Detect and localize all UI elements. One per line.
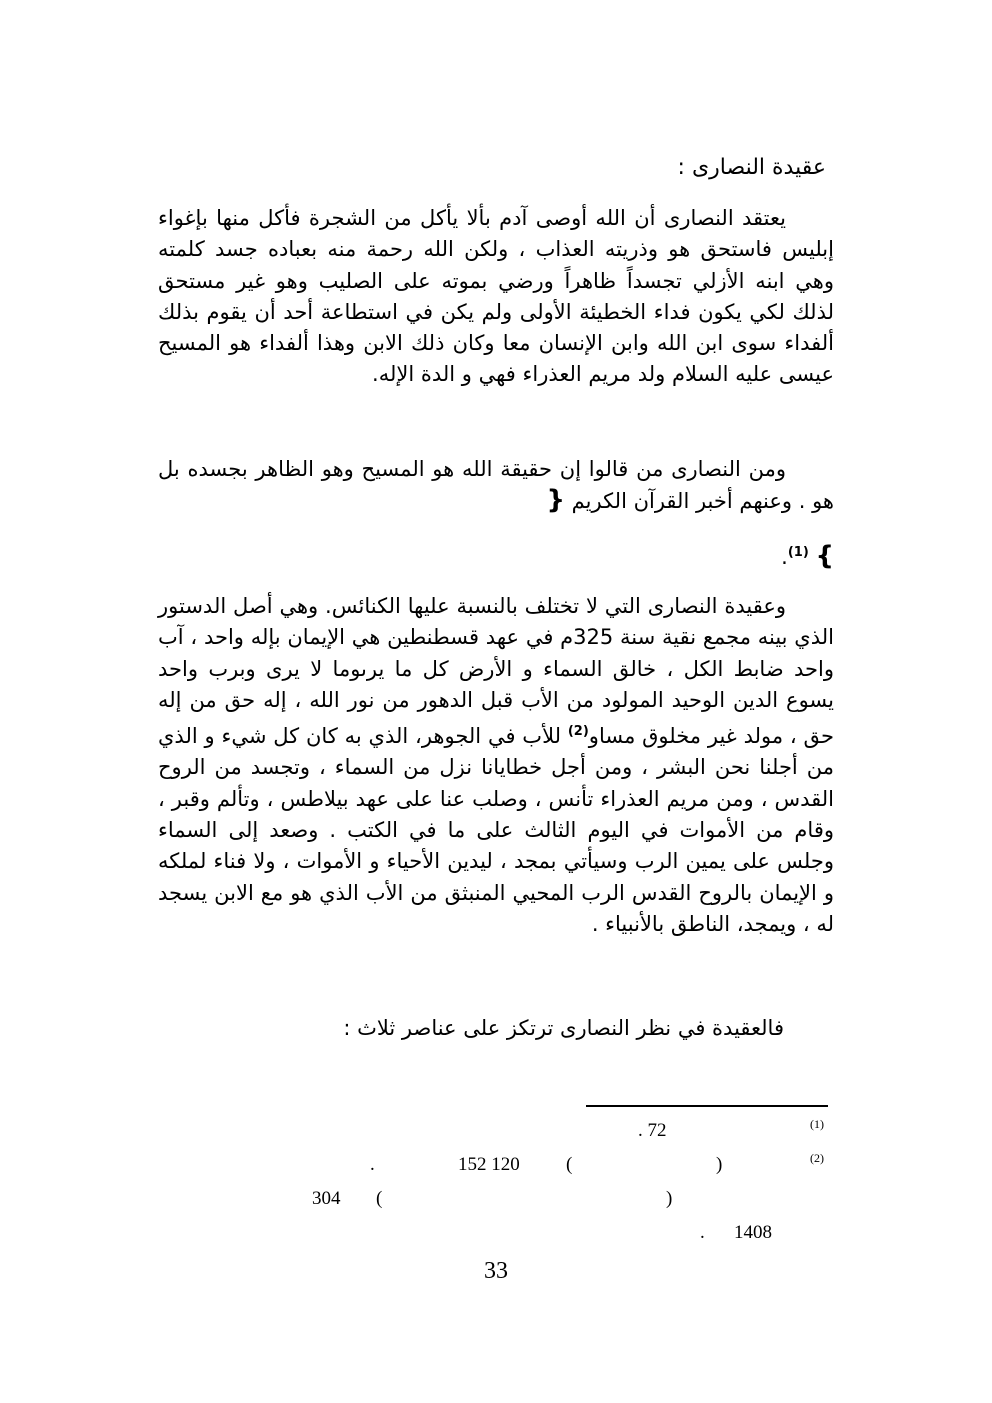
quran-close-brace: } xyxy=(815,541,834,571)
footnote-2-year: 1408 xyxy=(734,1222,772,1243)
quran-close-line xyxy=(158,533,834,577)
section-heading: عقيدة النصارى : xyxy=(677,155,826,180)
paragraph-3-part-1: وعقيدة النصارى التي لا تختلف بالنسبة عليها الكنائس. وهي أصل الدستور الذي بينه مجمع نقية سنة 325م في عهد قسطنطين هي الإيمان بإله واحد ، آب واحد ضابط الكل ، خالق السماء و الأرض كل ما يرىوما لا يرى وبرب واحد يسوع الدين الوحيد المولود من الأب قبل الدهور من نور الله ، إله حق من إله حق ، مولد غير مخلوق مساو xyxy=(158,594,835,749)
footnote-2-paren-close: ) xyxy=(716,1154,723,1175)
footnote-mark-2: (2) xyxy=(810,1151,824,1165)
footnote-2-line3-dot: . xyxy=(700,1222,705,1243)
paragraph-2-text: ومن النصارى من قالوا إن حقيقة الله هو المسيح وهو الظاهر بجسده بل هو . وعنهم أخبر القرآن الكريم xyxy=(158,457,834,514)
paragraph-2 xyxy=(158,454,834,518)
footnote-ref-2: (2) xyxy=(567,724,589,740)
footnote-mark-1: (1) xyxy=(810,1117,824,1131)
paragraph-3 xyxy=(158,591,834,940)
footnote-2-pages: 152 120 xyxy=(458,1154,520,1175)
footnote-2-dot: . xyxy=(370,1154,375,1175)
footnote-ref-1: (1) xyxy=(787,545,809,560)
footnote-2-line2-paren-close: ) xyxy=(666,1188,673,1209)
footnote-1-text: . 72 xyxy=(638,1120,667,1141)
paragraph-3-part-2: للأب في الجوهر، الذي به كان كل شيء و الذي من أجلنا نحن البشر ، ومن أجل خطايانا نزل من السماء ، وتجسد من الروح القدس ، ومن مريم العذراء تأنس ، وصلب عنا على عهد بيلاطس ، وتألم وقبر ، وقام من الأموات في اليوم الثالث على ما في الكتب . وصعد إلى السماء وجلس على يمين الرب وسيأتي بمجد ، ليدين الأحياء و الأموات ، ولا فناء لملكه و الإيمان بالروح القدس الرب المحيي المنبثق من الأب الذي هو مع الابن يسجد له ، ويمجد، الناطق بالأنبياء . xyxy=(158,724,834,936)
page-number: 33 xyxy=(484,1258,508,1284)
period: . xyxy=(781,545,788,569)
closing-line: فالعقيدة في نظر النصارى ترتكز على عناصر ثلاث : xyxy=(343,1016,784,1040)
footnote-2-line2-paren-open: ( xyxy=(376,1188,383,1209)
footnote-separator xyxy=(586,1105,828,1107)
quran-open-brace: { xyxy=(546,485,565,516)
footnote-2-line2-number: 304 xyxy=(312,1188,341,1209)
footnote-2-paren-open: ( xyxy=(566,1154,573,1175)
paragraph-1: يعتقد النصارى أن الله أوصى آدم بألا يأكل من الشجرة فأكل منها بإغواء إبليس فاستحق هو وذريته العذاب ، ولكن الله رحمة منه بعباده جسد كلمته وهي ابنه الأزلي تجسداً ظاهراً ورضي بموته على الصليب وهو غير مستحق لذلك لكي يكون فداء الخطيئة الأولى ولم يكن في استطاعة أحد أن يقوم بذلك ألفداء سوى ابن الله وابن الإنسان معا وكان ذلك الابن وهذا ألفداء هو المسيح عيسى عليه السلام ولد مريم العذراء فهي و الدة الإله. xyxy=(158,206,834,387)
